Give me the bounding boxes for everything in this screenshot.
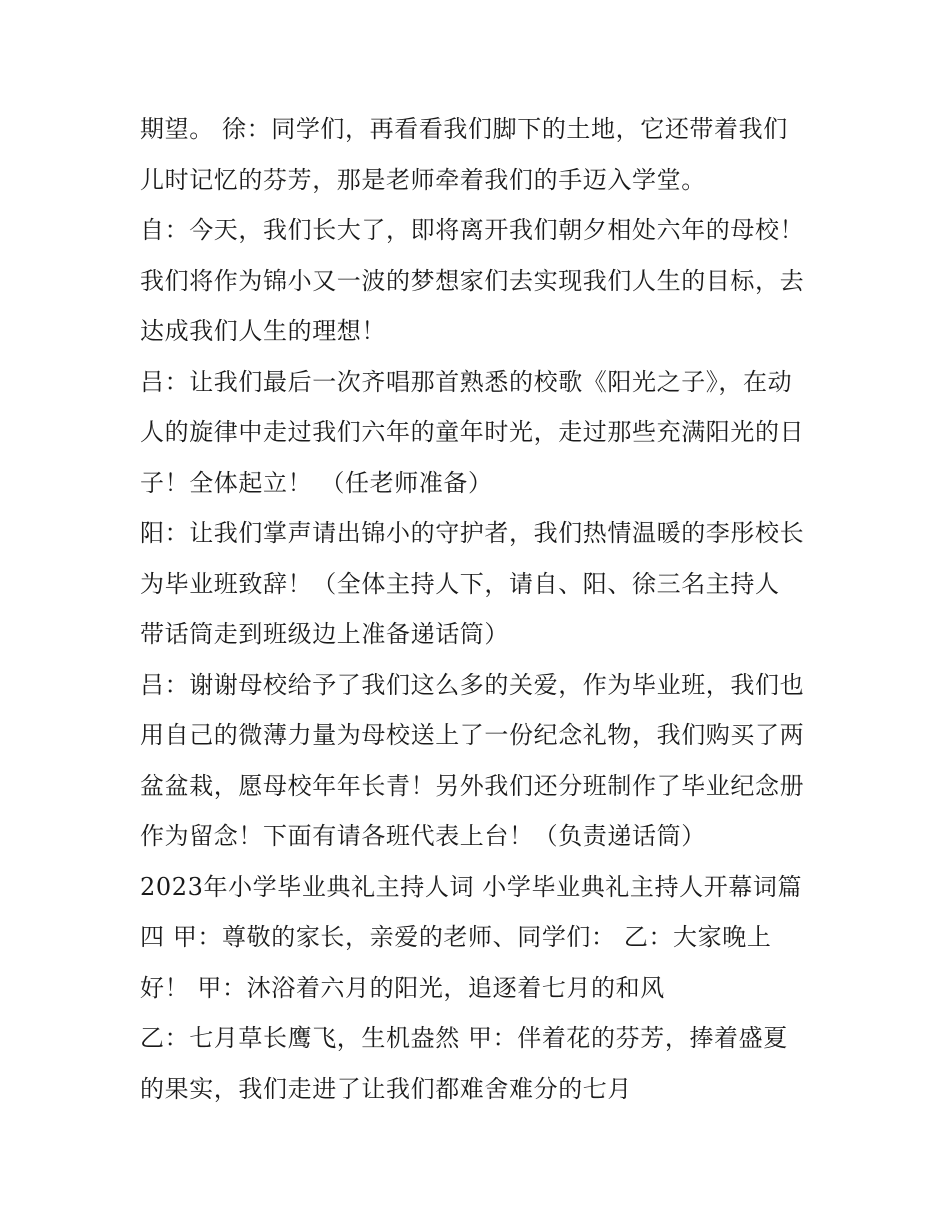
- text-line: 盆盆栽，愿母校年年长青！另外我们还分班制作了毕业纪念册: [140, 771, 805, 800]
- text-line: 作为留念！下面有请各班代表上台！（负责递话筒）: [140, 822, 706, 850]
- document-body: [140, 104, 830, 1114]
- text-line: 自：今天，我们长大了，即将离开我们朝夕相处六年的母校！: [140, 216, 805, 244]
- text-line: 期望。 徐：同学们，再看看我们脚下的土地，它还带着我们: [140, 115, 788, 143]
- text-line: 我们将作为锦小又一波的梦想家们去实现我们人生的目标，去: [140, 266, 805, 295]
- text-line: 带话筒走到班级边上准备递话筒）: [140, 620, 509, 648]
- text-line: 乙：七月草长鹰飞，生机盎然 甲：伴着花的芬芳，捧着盛夏: [140, 1024, 788, 1052]
- text-line: 四 甲：尊敬的家长，亲爱的老师、同学们： 乙：大家晚上: [140, 923, 772, 951]
- text-line: 子！全体起立！ （任老师准备）: [140, 468, 493, 497]
- text-line: 达成我们人生的理想！: [140, 317, 386, 345]
- text-line: 儿时记忆的芬芳，那是老师牵着我们的手迈入学堂。: [140, 165, 706, 194]
- text-line: 2023年小学毕业典礼主持人词 小学毕业典礼主持人开幕词篇: [140, 872, 803, 901]
- text-line: 用自己的微薄力量为母校送上了一份纪念礼物，我们购买了两: [140, 721, 805, 749]
- text-line: 的果实，我们走进了让我们都难舍难分的七月: [140, 1074, 632, 1103]
- text-line: 人的旋律中走过我们六年的童年时光，走过那些充满阳光的日: [140, 418, 805, 446]
- text-line: 好！ 甲：沐浴着六月的阳光，追逐着七月的和风: [140, 973, 665, 1002]
- text-line: 阳：让我们掌声请出锦小的守护者，我们热情温暖的李彤校长: [140, 519, 805, 547]
- text-line: 为毕业班致辞！（全体主持人下，请自、阳、徐三名主持人: [140, 569, 780, 598]
- text-line: 吕：让我们最后一次齐唱那首熟悉的校歌《阳光之子》，在动: [140, 367, 793, 396]
- text-line: 吕：谢谢母校给予了我们这么多的关爱，作为毕业班，我们也: [140, 670, 805, 699]
